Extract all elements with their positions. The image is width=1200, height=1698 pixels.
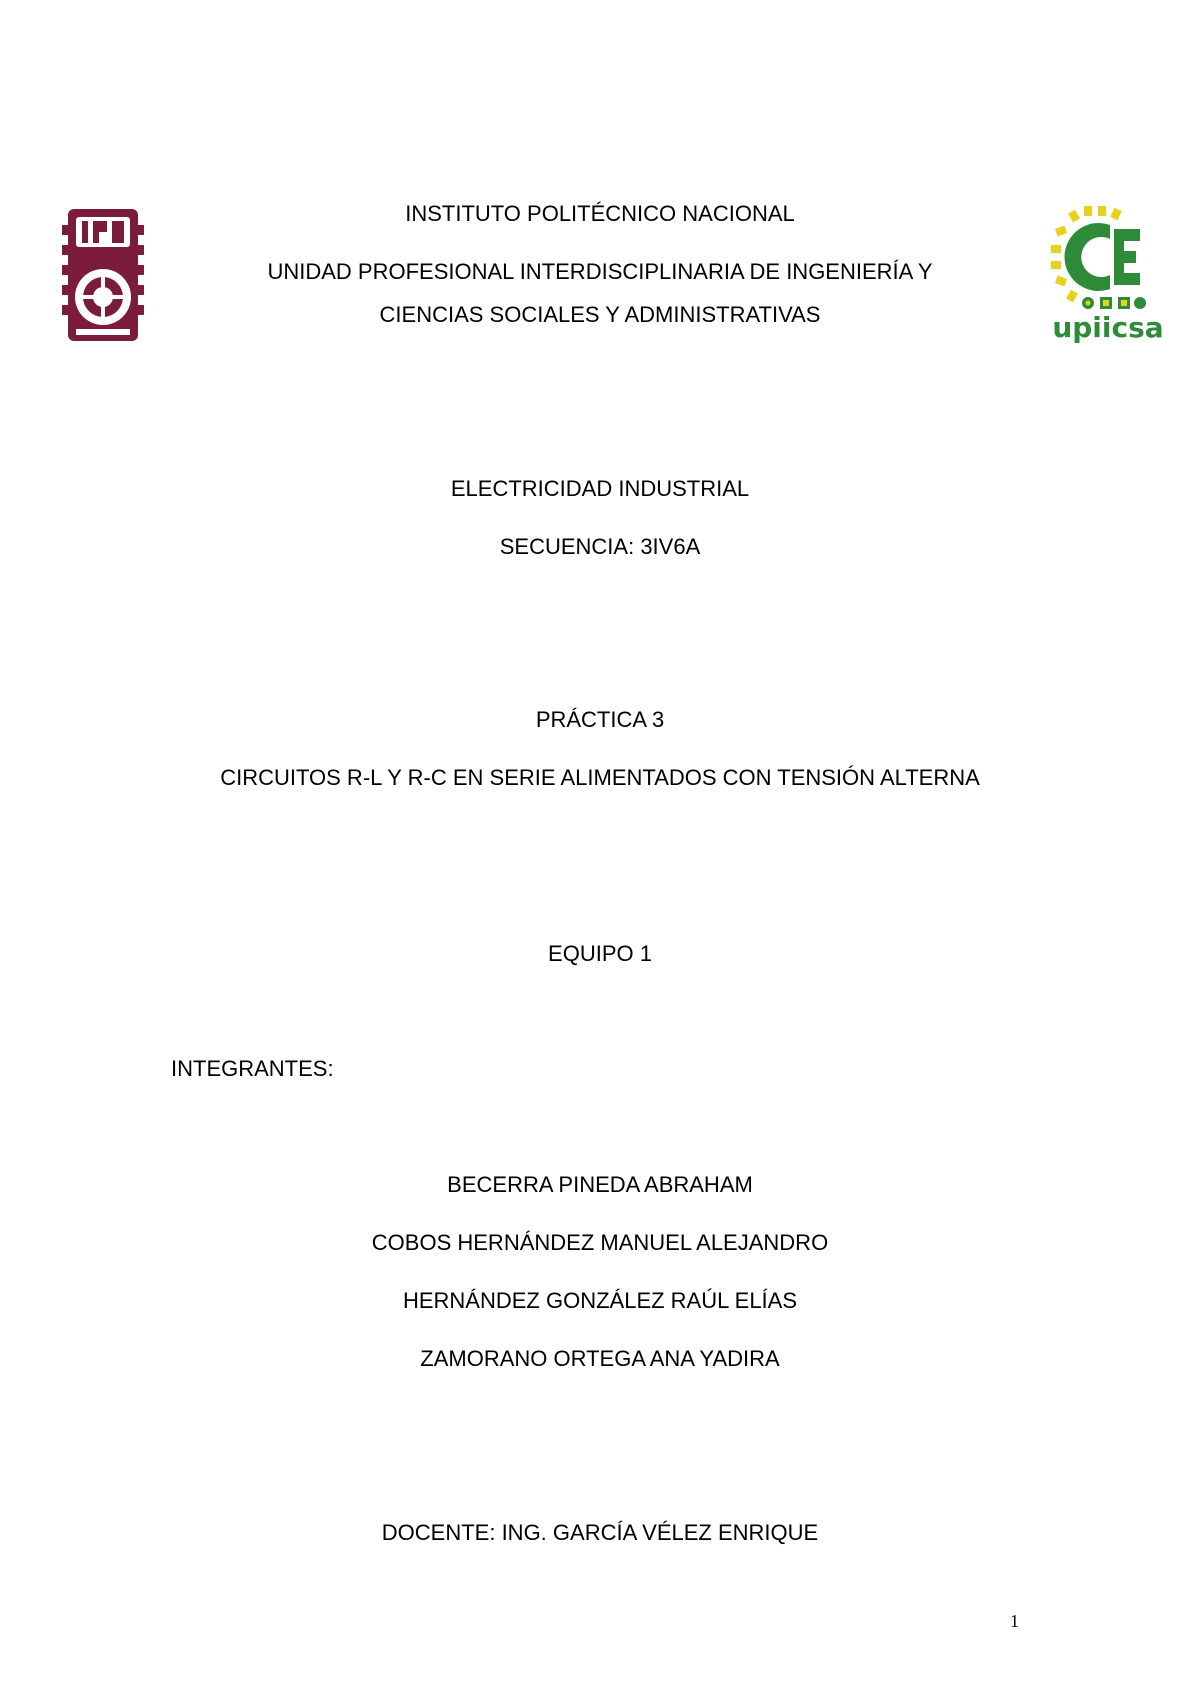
unit-title-line1: UNIDAD PROFESIONAL INTERDISCIPLINARIA DE INGENIERÍA Y [267, 259, 933, 284]
member-item: HERNÁNDEZ GONZÁLEZ RAÚL ELÍAS [402, 1288, 798, 1313]
upiicsa-wordmark: upiicsa [1052, 311, 1164, 343]
unit-title-line2: CIENCIAS SOCIALES Y ADMINISTRATIVAS [379, 302, 821, 327]
page-number: 1 [1010, 1611, 1019, 1631]
teacher-label: DOCENTE: ING. GARCÍA VÉLEZ ENRIQUE [381, 1520, 819, 1545]
team-name: EQUIPO 1 [548, 941, 652, 966]
practice-title: CIRCUITOS R-L Y R-C EN SERIE ALIMENTADOS CON TENSIÓN ALTERNA [220, 765, 980, 790]
member-item: ZAMORANO ORTEGA ANA YADIRA [420, 1346, 780, 1371]
members-label: INTEGRANTES: [171, 1056, 334, 1081]
member-item: COBOS HERNÁNDEZ MANUEL ALEJANDRO [371, 1230, 829, 1255]
subject-title: ELECTRICIDAD INDUSTRIAL [450, 476, 750, 501]
practice-number: PRÁCTICA 3 [535, 707, 665, 732]
sequence-label: SECUENCIA: 3IV6A [499, 534, 701, 559]
member-item: BECERRA PINEDA ABRAHAM [447, 1172, 753, 1197]
institute-title: INSTITUTO POLITÉCNICO NACIONAL [405, 201, 795, 226]
